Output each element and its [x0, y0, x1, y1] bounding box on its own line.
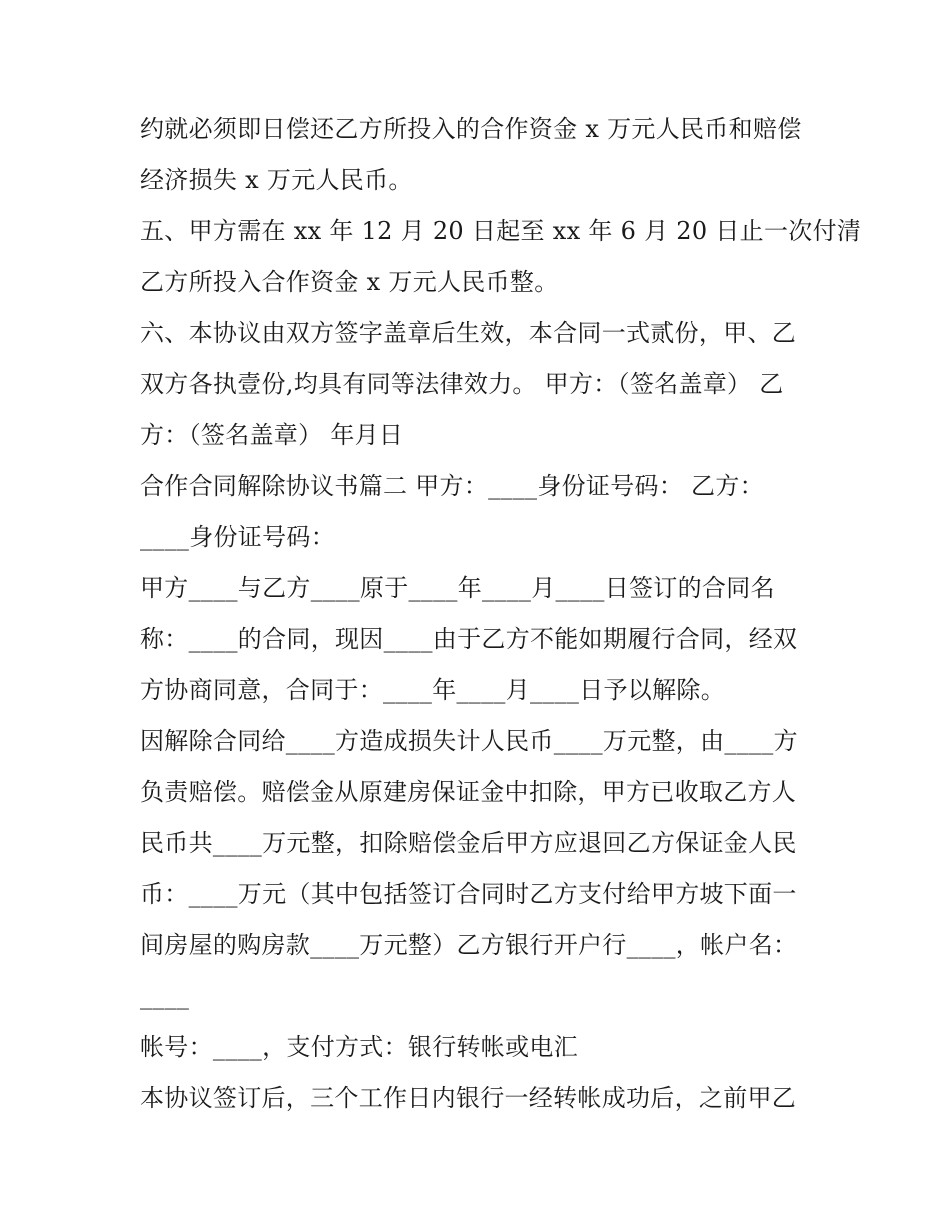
document-body: [140, 104, 862, 1124]
text-line: 方协商同意，合同于：____年____月____日予以解除。: [140, 676, 725, 704]
text-line: 双方各执壹份,均具有同等法律效力。 甲方：（签名盖章） 乙: [140, 370, 784, 398]
text-line: 因解除合同给____方造成损失计人民币____万元整，由____方: [140, 727, 798, 755]
text-line: 币：____万元（其中包括签订合同时乙方支付给甲方坡下面一: [140, 880, 797, 908]
text-line: 间房屋的购房款____万元整）乙方银行开户行____，帐户名：: [140, 931, 798, 959]
text-line: 甲方____与乙方____原于____年____月____日签订的合同名: [140, 574, 775, 602]
section-heading-line: 合作合同解除协议书篇二 甲方：____身份证号码： 乙方：: [140, 472, 764, 500]
text-line: 负责赔偿。赔偿金从原建房保证金中扣除，甲方已收取乙方人: [140, 778, 797, 806]
text-line: 民币共____万元整，扣除赔偿金后甲方应退回乙方保证金人民: [140, 829, 797, 857]
text-line: ____: [140, 982, 190, 1010]
text-line: 乙方所投入合作资金 x 万元人民币整。: [140, 268, 559, 296]
text-line: 五、甲方需在 xx 年 12 月 20 日起至 xx 年 6 月 20 日止一次付清: [140, 217, 862, 245]
text-line: 称：____的合同，现因____由于乙方不能如期履行合同，经双: [140, 625, 798, 653]
text-line: 经济损失 x 万元人民币。: [140, 166, 413, 194]
text-line: 本协议签订后，三个工作日内银行一经转帐成功后，之前甲乙: [140, 1084, 797, 1112]
text-line: 方：（签名盖章） 年月日: [140, 421, 404, 449]
text-line: 帐号：____，支付方式：银行转帐或电汇: [140, 1033, 578, 1061]
text-line: ____身份证号码：: [140, 523, 335, 551]
text-line: 六、本协议由双方签字盖章后生效，本合同一式贰份，甲、乙: [140, 319, 797, 347]
text-line: 约就必须即日偿还乙方所投入的合作资金 x 万元人民币和赔偿: [140, 115, 802, 143]
